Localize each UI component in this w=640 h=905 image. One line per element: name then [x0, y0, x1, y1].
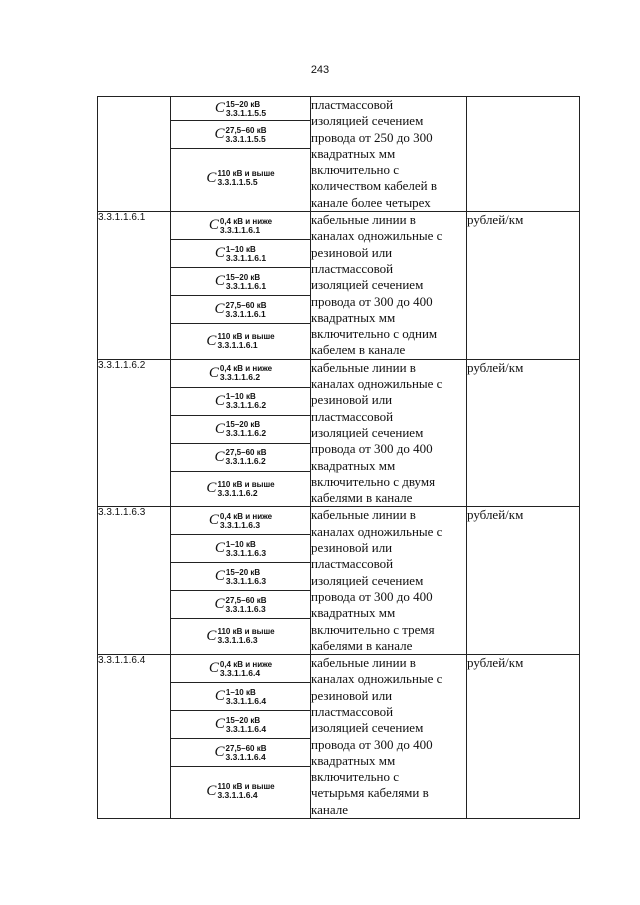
table-row	[98, 507, 580, 655]
unit-of-measure: рублей/км	[467, 212, 580, 360]
description-line: включительно с тремя	[311, 621, 435, 637]
voltage-symbol	[171, 472, 310, 506]
voltage-superscript: 15–20 кВ	[225, 715, 261, 725]
index-subscript: 3.3.1.1.6.2	[225, 428, 267, 439]
description-line: изоляцией сечением	[311, 720, 424, 736]
unit-of-measure: рублей/км	[467, 359, 580, 507]
voltage-symbols-cell	[171, 655, 311, 819]
voltage-superscript: 0,4 кВ и ниже	[219, 511, 273, 521]
rate-symbol	[209, 364, 272, 382]
voltage-superscript: 27,5–60 кВ	[225, 743, 267, 753]
symbol-letter: C	[206, 782, 217, 799]
index-subscript: 3.3.1.1.6.2	[219, 372, 261, 383]
symbol-letter: C	[214, 273, 225, 290]
voltage-superscript: 0,4 кВ и ниже	[219, 659, 273, 669]
description-line: каналах одножильные с	[311, 523, 443, 539]
index-subscript: 3.3.1.1.6.3	[225, 603, 266, 614]
index-subscript: 3.3.1.1.6.4	[225, 695, 267, 706]
voltage-symbol	[171, 324, 310, 358]
voltage-superscript: 1–10 кВ	[225, 392, 256, 402]
rate-symbol	[206, 782, 274, 800]
rate-symbol	[215, 126, 267, 144]
index-subscript: 3.3.1.1.5.5	[225, 107, 267, 118]
description-line: пластмассовой	[311, 408, 394, 424]
rate-symbol	[215, 568, 266, 586]
voltage-superscript: 27,5–60 кВ	[225, 595, 267, 605]
symbol-letter: C	[214, 420, 225, 437]
voltage-symbol	[171, 212, 310, 240]
voltage-symbol	[171, 739, 310, 767]
voltage-superscript: 110 кВ и выше	[217, 627, 275, 637]
index-subscript: 3.3.1.1.6.3	[225, 575, 267, 586]
voltage-superscript: 27,5–60 кВ	[225, 300, 267, 310]
symbol-letter: C	[214, 716, 225, 733]
index-subscript: 3.3.1.1.5.5	[217, 177, 258, 187]
symbol-letter: C	[214, 301, 225, 318]
item-code: 3.3.1.1.6.2	[98, 359, 171, 507]
symbol-letter: C	[214, 448, 225, 465]
symbol-letter: C	[206, 332, 217, 349]
description-line: провода от 300 до 400	[311, 441, 433, 457]
symbol-letter: C	[208, 217, 219, 234]
rate-symbol	[215, 273, 266, 291]
symbol-letter: C	[208, 364, 219, 381]
voltage-symbol	[171, 149, 310, 207]
voltage-superscript: 1–10 кВ	[225, 539, 256, 549]
rate-symbol	[215, 245, 266, 263]
symbol-letter: C	[214, 568, 225, 585]
item-description	[311, 507, 467, 655]
item-code	[98, 97, 171, 212]
description-line: резиновой или	[311, 687, 393, 703]
index-subscript: 3.3.1.1.6.1	[225, 308, 266, 319]
description-line: провода от 300 до 400	[311, 588, 433, 604]
index-subscript: 3.3.1.1.6.4	[225, 751, 266, 762]
description-line: квадратных мм	[311, 457, 396, 473]
voltage-symbol	[171, 507, 310, 535]
rate-symbol	[206, 169, 274, 187]
rate-symbol	[215, 744, 267, 762]
description-line: квадратных мм	[311, 605, 396, 621]
description-line: провода от 250 до 300	[311, 129, 433, 145]
description-line: пластмассовой	[311, 556, 394, 572]
voltage-superscript: 1–10 кВ	[225, 687, 256, 697]
description-line: провода от 300 до 400	[311, 736, 433, 752]
rate-symbol	[215, 448, 267, 466]
voltage-symbol	[171, 360, 310, 388]
index-subscript: 3.3.1.1.5.5	[225, 133, 266, 144]
rate-symbol	[206, 627, 274, 645]
description-line: каналах одножильные с	[311, 228, 443, 244]
index-subscript: 3.3.1.1.6.2	[217, 487, 258, 498]
voltage-superscript: 110 кВ и выше	[217, 782, 275, 792]
voltage-superscript: 110 кВ и выше	[217, 332, 275, 342]
description-line: изоляцией сечением	[311, 113, 424, 129]
voltage-symbol	[171, 711, 310, 739]
voltage-superscript: 15–20 кВ	[225, 567, 261, 577]
symbol-letter: C	[214, 100, 225, 116]
unit-of-measure	[467, 97, 580, 212]
description-line: изоляцией сечением	[311, 424, 424, 440]
voltage-symbol	[171, 767, 310, 815]
description-line: кабельные линии в	[311, 655, 416, 671]
voltage-superscript: 1–10 кВ	[225, 244, 256, 254]
description-line: кабельные линии в	[311, 359, 416, 375]
item-code: 3.3.1.1.6.1	[98, 212, 171, 360]
index-subscript: 3.3.1.1.6.2	[225, 456, 266, 467]
item-description	[311, 359, 467, 507]
description-line: кабельные линии в	[311, 212, 416, 228]
voltage-superscript: 110 кВ и выше	[217, 479, 275, 489]
description-line: провода от 300 до 400	[311, 293, 433, 309]
description-line: изоляцией сечением	[311, 277, 424, 293]
symbol-letter: C	[214, 540, 225, 557]
rate-symbol	[215, 688, 266, 706]
description-line: включительно с двумя	[311, 473, 436, 489]
rate-symbol	[215, 540, 266, 558]
voltage-symbol	[171, 388, 310, 416]
voltage-superscript: 27,5–60 кВ	[225, 448, 267, 458]
symbol-letter: C	[214, 126, 225, 142]
symbol-letter: C	[206, 480, 217, 497]
description-line: квадратных мм	[311, 752, 396, 768]
table-row	[98, 655, 580, 819]
rate-symbol	[206, 480, 274, 498]
symbol-letter: C	[208, 660, 219, 677]
symbol-letter: C	[214, 688, 225, 705]
rate-symbol	[209, 660, 272, 678]
rate-symbol	[215, 392, 266, 410]
description-line: кабелями в канале	[311, 490, 413, 506]
symbol-letter: C	[206, 169, 217, 186]
voltage-symbol	[171, 416, 310, 444]
voltage-superscript: 27,5–60 кВ	[225, 125, 267, 135]
symbol-letter: C	[214, 392, 225, 409]
voltage-symbols-cell	[171, 212, 311, 360]
voltage-symbol	[171, 683, 310, 711]
index-subscript: 3.3.1.1.6.1	[225, 252, 267, 263]
description-line: изоляцией сечением	[311, 572, 424, 588]
index-subscript: 3.3.1.1.6.1	[219, 224, 261, 235]
index-subscript: 3.3.1.1.6.1	[225, 280, 267, 291]
symbol-letter: C	[214, 744, 225, 761]
description-line: квадратных мм	[311, 309, 396, 325]
index-subscript: 3.3.1.1.6.3	[225, 547, 267, 558]
symbol-letter: C	[214, 596, 225, 613]
tariff-table	[97, 96, 580, 819]
voltage-symbols-cell	[171, 97, 311, 212]
voltage-superscript: 0,4 кВ и ниже	[219, 364, 273, 374]
item-code: 3.3.1.1.6.3	[98, 507, 171, 655]
voltage-symbol	[171, 296, 310, 324]
voltage-symbol	[171, 655, 310, 683]
voltage-symbol	[171, 535, 310, 563]
voltage-symbol	[171, 444, 310, 472]
voltage-symbol	[171, 121, 310, 149]
voltage-symbol	[171, 563, 310, 591]
voltage-symbol	[171, 97, 310, 121]
description-line: каналах одножильные с	[311, 376, 443, 392]
description-line: включительно с	[311, 769, 399, 785]
item-description	[311, 212, 467, 360]
description-line: резиновой или	[311, 244, 393, 260]
voltage-superscript: 15–20 кВ	[225, 272, 261, 282]
description-line: пластмассовой	[311, 260, 394, 276]
voltage-symbols-cell	[171, 507, 311, 655]
symbol-letter: C	[208, 512, 219, 529]
page-number: 243	[310, 64, 330, 76]
description-line: включительно с	[311, 162, 399, 178]
description-line: резиновой или	[311, 392, 393, 408]
description-line: кабелем в канале	[311, 342, 406, 358]
index-subscript: 3.3.1.1.6.4	[225, 723, 267, 734]
voltage-symbols-cell	[171, 359, 311, 507]
index-subscript: 3.3.1.1.6.4	[217, 790, 258, 801]
symbol-letter: C	[214, 245, 225, 262]
description-line: канале	[311, 801, 348, 817]
unit-of-measure: рублей/км	[467, 655, 580, 819]
rate-symbol	[215, 100, 266, 118]
voltage-superscript: 0,4 кВ и ниже	[219, 216, 273, 226]
voltage-superscript: 110 кВ и выше	[217, 169, 275, 178]
symbol-letter: C	[206, 627, 217, 644]
voltage-superscript: 15–20 кВ	[225, 420, 261, 430]
voltage-superscript: 15–20 кВ	[225, 99, 261, 109]
description-line: кабелями в канале	[311, 637, 413, 653]
voltage-symbol	[171, 591, 310, 619]
unit-of-measure: рублей/км	[467, 507, 580, 655]
rate-symbol	[215, 420, 266, 438]
rate-symbol	[215, 596, 267, 614]
description-line: пластмассовой	[311, 703, 394, 719]
voltage-symbol	[171, 240, 310, 268]
rate-symbol	[206, 332, 274, 350]
table-row	[98, 359, 580, 507]
index-subscript: 3.3.1.1.6.4	[219, 667, 261, 678]
rate-symbol	[209, 217, 272, 235]
rate-symbol	[209, 512, 272, 530]
index-subscript: 3.3.1.1.6.1	[217, 340, 258, 351]
description-line: включительно с одним	[311, 326, 438, 342]
description-line: количеством кабелей в	[311, 178, 437, 194]
description-line: квадратных мм	[311, 145, 396, 161]
description-line: каналах одножильные с	[311, 671, 443, 687]
description-line: кабельные линии в	[311, 507, 416, 523]
voltage-symbol	[171, 268, 310, 296]
rate-symbol	[215, 716, 266, 734]
voltage-symbol	[171, 619, 310, 653]
index-subscript: 3.3.1.1.6.2	[225, 400, 267, 411]
description-line: четырьмя кабелями в	[311, 785, 429, 801]
item-description	[311, 97, 467, 212]
description-line: пластмассовой	[311, 97, 394, 112]
index-subscript: 3.3.1.1.6.3	[217, 635, 258, 646]
description-line: резиновой или	[311, 540, 393, 556]
table-row	[98, 97, 580, 212]
index-subscript: 3.3.1.1.6.3	[219, 519, 261, 530]
item-description	[311, 655, 467, 819]
description-line: канале более четырех	[311, 194, 431, 210]
table-row	[98, 212, 580, 360]
item-code: 3.3.1.1.6.4	[98, 655, 171, 819]
rate-symbol	[215, 301, 267, 319]
